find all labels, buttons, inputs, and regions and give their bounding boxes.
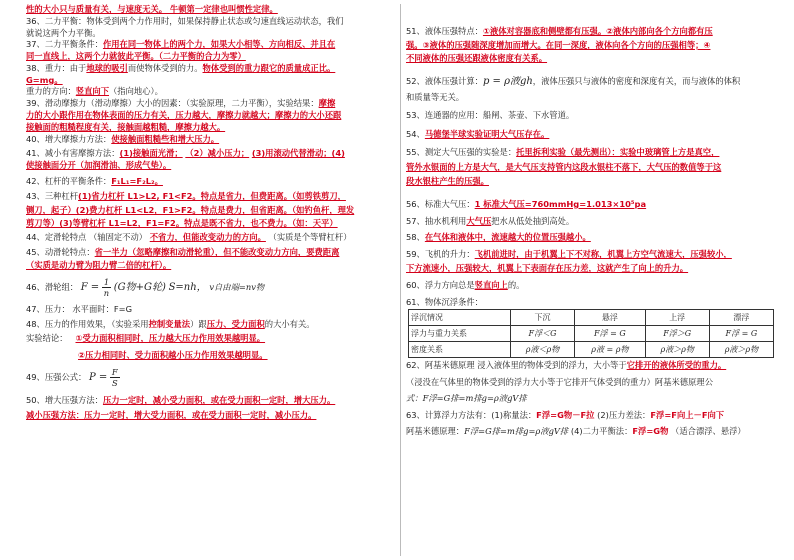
table-cell: 上浮 [645,310,709,326]
item-39-label: 39、滑动摩擦力（滑动摩擦）大小的因素：（实验原理，二力平衡），实验结果： [26,98,319,109]
item-55-line1 [406,147,778,158]
table-header-row [409,310,774,326]
item-46-fraction [102,277,111,298]
item-48-label: 48、压力的作用效果，（实验采用 [26,319,149,330]
table-cell: F浮＜G [510,326,574,342]
item-43-line2: 铡刀，起子）(2)费力杠杆 L1<L2，F1>F2。特点是费力，但省距离。（如钓鱼杆，理发 [26,204,355,215]
item-59-line1 [406,249,778,260]
item-46-v: v自由端=nv物 [209,281,265,292]
item-43-red: (1)省力杠杆 L1>L2, F1<F2。特点是省力，但费距离。（如剪铁剪刀， [78,191,346,202]
two-force-red: F浮=G物 [632,426,669,437]
item-39-line1 [26,98,394,109]
item-37-label: 37、二力平衡条件： [26,39,103,50]
table-cell: 漂浮 [709,310,773,326]
item-51-red: ①液体对容器底和侧壁都有压强。②液体内部向各个方向都有压 [482,26,713,36]
item-45-line1 [26,247,394,258]
table-cell: 悬浮 [575,310,646,326]
item-38-line2: G=mg。 [26,74,63,85]
fraction-denominator: S [111,378,118,389]
item-50-label: 50、增大压强方法： [26,395,103,406]
item-50-red: 压力一定时，减小受力面积，或在受力面积一定时，增大压力。 [102,395,336,406]
item-60 [406,280,778,291]
gravity-direction-post: （指向地心）。 [109,86,163,97]
archimedes-label: 阿基米德原理： [406,426,465,437]
fraction-numerator: 1 [103,276,110,287]
table-cell: F浮 = G [575,326,646,342]
item-60-label: 60、浮力方向总是 [406,279,475,290]
item-58-label: 58、 [406,232,425,243]
conclusion-2: ②压力相同时、受力面积越小压力作用效果越明显。 [78,349,268,360]
item-38-line1 [26,63,394,74]
item-40 [26,134,394,145]
item-52-line1 [406,76,778,88]
item-54-red: 马德堡半球实验证明大气压存在。 [424,128,550,139]
item-45-red: 省一半力（忽略摩擦和动滑轮重），但不能改变动力方向，要费距离 [94,246,340,257]
item-56 [406,199,778,210]
item-51-label: 51、液体压强特点： [406,26,483,36]
item-58 [406,232,778,243]
item-49-fraction [110,367,120,388]
table-cell: 下沉 [510,310,574,326]
item-47: 47、压力： 水平面时：F=G [26,303,133,314]
item-38-line3 [26,86,394,97]
item-41-red3: (3)用滚动代替滑动；(4) [251,148,345,159]
table-row [409,326,774,342]
item-42 [26,176,394,187]
item-37-line2: 同一直线上，这两个力就彼此平衡。（二力平衡的合力为零） [26,51,246,62]
item-57-label: 57、抽水机利用 [406,215,467,226]
item-62-red: 它排开的液体所受的重力。 [626,360,727,371]
item-59-line2: 下方流速小，压强较大，机翼上下表面存在压力差，这就产生了向上的升力。 [406,263,689,274]
item-63-label: 63、计算浮力方法有：(1)称量法： [406,409,537,420]
item-56-red: 1 标准大气压=760mmHg=1.013×10⁵pa [474,198,647,209]
item-42-red: F₁L₁=F₂L₂。 [111,175,163,186]
item-44-mid: （轴固定不动） [88,231,148,242]
item-48-line1 [26,319,394,330]
item-40-red: 使接触面粗糙些和增大压力。 [111,133,220,144]
item-62-line1 [406,360,778,371]
item-63-red2: F浮=F向上－F向下 [650,409,725,420]
item-63-red1: F浮=G物－F拉 [536,409,595,420]
item-40-label: 40、增大摩擦力方法： [26,133,112,144]
table-cell: ρ液＜ρ物 [510,342,574,358]
item-50-line1 [26,395,394,406]
item-39-red: 摩擦 [318,98,336,109]
item-48-red1: 控制变量法 [148,319,191,330]
item-49 [26,364,394,394]
item-46-formula-f: F = [80,281,100,293]
item-59-label: 59、飞机的升力： [406,248,475,259]
item-37-line1 [26,39,394,50]
item-45-line2: （实质是动力臂为阻力臂二倍的杠杆）。 [26,260,172,271]
table-cell: ρ液＞ρ物 [709,342,773,358]
fraction-denominator: n [103,287,110,298]
left-column [26,4,394,556]
item-46-label: 46、滑轮组： [26,281,79,292]
item-51-line1 [406,26,778,37]
table-cell: ρ液 = ρ物 [575,342,646,358]
conclusion-label: 实验结论： [26,332,68,343]
item-38-red1: 地球的吸引 [86,62,128,73]
item-57 [406,216,778,227]
table-cell: ρ液＞ρ物 [645,342,709,358]
item-49-label: 49、压强公式： [26,372,87,383]
item-44-post: （实质是个等臂杠杆） [268,231,352,242]
item-38-mid: 而使物体受到的力。 [127,62,203,73]
item-59-red: 飞机前进时，由于机翼上下不对称，机翼上方空气流速大，压强较小， [474,248,732,259]
item-48-red2: 压力、受力面积 [206,319,265,330]
item-56-label: 56、标准大气压： [406,198,475,209]
item-43-line3: 剪刀等）(3)等臂杠杆 L1=L2，F1=F2。特点是既不省力，也不费力。（如：天平） [26,218,338,229]
fraction-numerator: F [111,367,118,378]
item-45-label: 45、动滑轮特点： [26,246,95,257]
item-38-label: 38、重力：由于 [26,62,87,73]
item-46 [26,275,394,301]
right-column [406,4,778,556]
item-51-line3: 不同液体的压强还跟液体密度有关系。 [406,53,548,64]
item-52-label: 52、液体压强计算： [406,75,483,86]
item-36-line1: 36、二力平衡：物体受到两个力作用时，如果保持静止状态或匀速直线运动状态，我们 [26,15,344,26]
item-51-line2: 强。③液体的压强随深度增加而增大。在同一深度，液体向各个方向的压强相等；④ [406,39,711,50]
item-42-label: 42、杠杆的平衡条件： [26,175,112,186]
item-63-line1 [406,410,778,421]
item-41-label: 41、减小有害摩擦方法： [26,148,120,159]
two-force-post: （适合漂浮、悬浮） [671,426,746,437]
item-63-mid: (2)压力差法： [597,409,651,420]
item-55-line2: 管外水银面的上方是大气，是大气压支持管内这段水银柱不落下，大气压的数值等于这 [406,161,722,172]
item-62-line3: 式：F浮=G排=m排g=ρ液gV排 [406,393,527,404]
item-48-mid: ）跟 [190,319,207,330]
item-46-s: S=nh， [168,281,207,293]
item-35-tail: 性的大小只与质量有关，与速度无关。 牛顿第一定律也叫惯性定律。 [26,4,278,14]
table-cell: 密度关系 [409,342,511,358]
table-cell: 浮力与重力关系 [409,326,511,342]
table-row [409,342,774,358]
item-46-formula: (G物+G轮) [113,281,166,293]
item-58-red: 在气体和液体中，流速越大的位置压强越小。 [424,232,591,243]
item-41-line2: 使接触面分开（加润滑油、形成气垫）。 [26,159,172,170]
archimedes-formula: F浮=G排=m排g=ρ液gV排 [464,426,569,437]
item-41-red2: （2）减小压力； [185,148,250,159]
item-52-post: ，液体压强只与液体的密度和深度有关，而与液体的体积 [532,75,741,86]
item-39-line3: 接触面的粗糙程度有关，接触面越粗糙，摩擦力越大。 [26,121,226,132]
item-57-red: 大气压 [466,215,492,226]
item-49-formula-p: P = [88,372,108,384]
item-57-post: 把水从低处抽到高处。 [491,215,575,226]
gravity-direction-label: 重力的方向： [26,86,76,97]
item-62-line2: （浸没在气体里的物体受到的浮力大小等于它排开气体受到的重力）阿基米德原理公 [406,376,713,387]
item-44-red: 不省力，但能改变动力的方向。 [149,231,266,242]
item-41-line1 [26,148,394,159]
table-cell: F浮＞G [645,326,709,342]
item-38-red2: 物体受到的重力跟它的质量成正比。 [202,62,336,73]
table-cell: F浮 = G [709,326,773,342]
float-sink-table [408,309,774,358]
item-54-label: 54、 [406,128,425,139]
two-force-label: (4)二力平衡法： [570,426,633,437]
item-43-label: 43、三种杠杆 [26,191,79,202]
item-63-line2 [406,426,778,437]
item-53: 53、连通器的应用：船闸、茶壶、下水管道。 [406,109,575,120]
column-divider [400,4,401,556]
item-60-red: 竖直向上 [474,279,508,290]
table-cell: 浮沉情况 [409,310,511,326]
item-37-red: 作用在同一物体上的两个力，如果大小相等、方向相反、并且在 [102,39,336,50]
item-55-line3: 段水银柱产生的压强。 [406,176,489,187]
item-41-red1: (1)接触面光滑； [119,148,183,159]
item-61: 61、物体沉浮条件： [406,296,483,307]
item-39-line2: 力的大小跟作用在物体表面的压力有关，压力越大，摩擦力就越大；摩擦力的大小还跟 [26,110,342,121]
item-44 [26,232,394,243]
item-52-formula: p = ρ液gh [482,75,533,87]
item-50-line2: 减小压强方法：压力一定时，增大受力面积，或在受力面积一定时，减小压力。 [26,409,317,420]
item-55-red: 托里拆利实验（最先测出）：实验中玻璃管上方是真空， [516,147,720,158]
gravity-direction-red: 竖直向下 [75,86,109,97]
item-55-label: 55、测定大气压强的实验是： [406,147,517,158]
item-48-post: 的大小有关。 [264,319,315,330]
item-62-label: 62、阿基米德原理 浸入液体里的物体受到的浮力，大小等于 [406,360,627,371]
item-48-line2 [26,333,394,344]
item-52-line2: 和质量等无关。 [406,92,465,103]
item-60-post: 的。 [507,279,525,290]
conclusion-1: ①受力面积相同时，压力越大压力作用效果越明显。 [75,332,266,343]
item-36-line2: 就说这两个力平衡。 [26,27,101,38]
item-43-line1 [26,191,394,202]
item-44-label: 44、定滑轮特点 [26,231,87,242]
item-54 [406,129,778,140]
